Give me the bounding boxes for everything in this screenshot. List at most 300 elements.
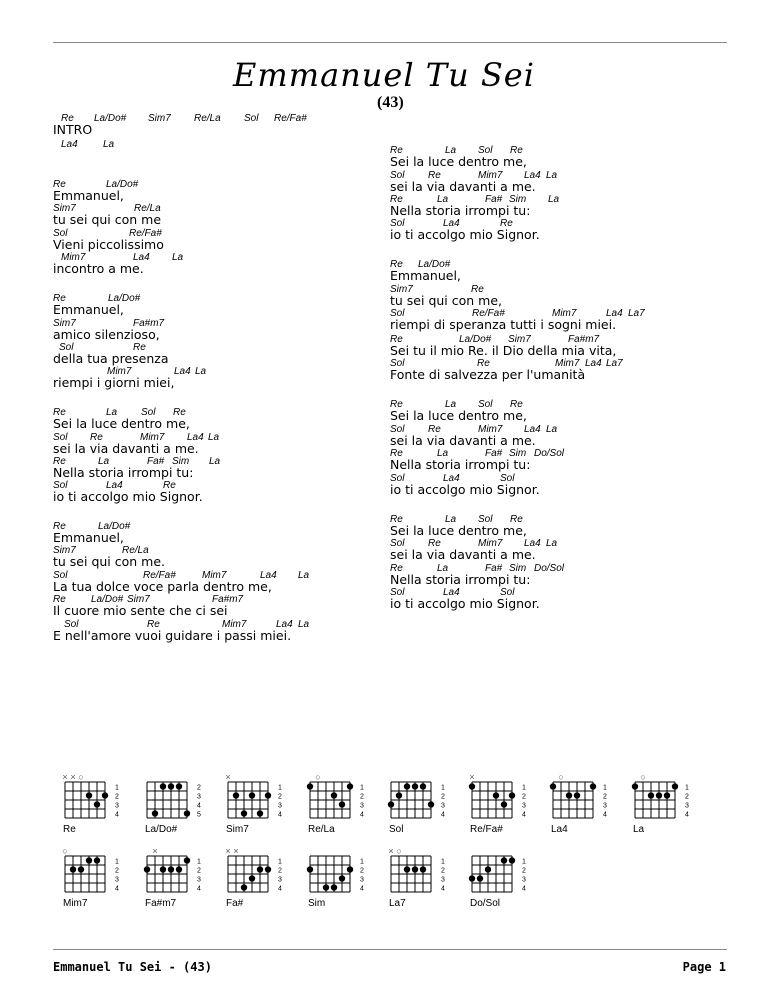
chord: La4 bbox=[606, 308, 623, 319]
lyric-line: io ti accolgo mio Signor. bbox=[390, 596, 540, 611]
chord: Mim7 bbox=[478, 424, 503, 435]
muted-string-mark: × bbox=[225, 846, 231, 856]
chord: La bbox=[437, 194, 449, 205]
chord-diagram-name: La4 bbox=[551, 824, 568, 835]
fret-number: 3 bbox=[603, 802, 607, 810]
muted-string-mark: × bbox=[152, 846, 158, 856]
chord-diagram-name: Sim bbox=[308, 898, 326, 909]
chord: La bbox=[445, 514, 457, 525]
chord: La bbox=[548, 194, 560, 205]
fret-number: 2 bbox=[603, 793, 607, 801]
lyric-line: sei la via davanti a me. bbox=[390, 547, 536, 562]
chord-diagram bbox=[145, 846, 201, 916]
chord-diagram-name: Fa# bbox=[226, 898, 244, 909]
chord: Re/Fa# bbox=[143, 570, 176, 581]
chord: Fa#m7 bbox=[133, 318, 165, 329]
chord: La4 bbox=[524, 538, 541, 549]
chord-diagram bbox=[226, 846, 282, 916]
chord-diagram-name: Re/Fa# bbox=[470, 824, 503, 835]
chord: Sol bbox=[478, 514, 493, 525]
lyric-line: Emmanuel, bbox=[53, 530, 124, 545]
finger-dot bbox=[144, 866, 150, 872]
chord-diagram-name: Fa#m7 bbox=[145, 898, 177, 909]
bottom-rule bbox=[53, 949, 727, 950]
lyric-line: io ti accolgo mio Signor. bbox=[390, 227, 540, 242]
chord: Sim bbox=[509, 194, 527, 205]
chord: Re bbox=[390, 194, 403, 205]
chord: La4 bbox=[133, 252, 150, 263]
fret-number: 4 bbox=[441, 885, 445, 893]
fret-number: 3 bbox=[197, 793, 201, 801]
finger-dot bbox=[331, 884, 337, 890]
finger-dot bbox=[501, 857, 507, 863]
chord: Re/Fa# bbox=[274, 113, 307, 124]
chord-diagram bbox=[63, 846, 119, 916]
chord: La bbox=[106, 407, 118, 418]
chord: La bbox=[546, 424, 558, 435]
chord: Re bbox=[428, 424, 441, 435]
open-string-mark: ○ bbox=[62, 846, 68, 856]
finger-dot bbox=[184, 857, 190, 863]
fret-number: 1 bbox=[441, 858, 445, 866]
chord-diagram bbox=[308, 772, 364, 842]
finger-dot bbox=[257, 810, 263, 816]
lyric-line: riempi i giorni miei, bbox=[53, 375, 175, 390]
chord: La4 bbox=[106, 480, 123, 491]
finger-dot bbox=[152, 810, 158, 816]
chord: Re bbox=[390, 563, 403, 574]
fret-number: 3 bbox=[522, 802, 526, 810]
chord-diagram bbox=[226, 772, 282, 842]
chord: La bbox=[298, 619, 310, 630]
finger-dot bbox=[509, 857, 515, 863]
finger-dot bbox=[672, 783, 678, 789]
chord: Sol bbox=[390, 538, 405, 549]
lyric-line: Nella storia irrompi tu: bbox=[390, 203, 531, 218]
fret-number: 4 bbox=[360, 885, 364, 893]
chord: La/Do# bbox=[459, 334, 492, 345]
chord: Re bbox=[471, 284, 484, 295]
chord: Sol bbox=[244, 113, 259, 124]
fret-number: 2 bbox=[278, 867, 282, 875]
chord: Sol bbox=[390, 358, 405, 369]
chord: Re/La bbox=[194, 113, 221, 124]
finger-dot bbox=[307, 866, 313, 872]
finger-dot bbox=[469, 783, 475, 789]
chord: La bbox=[195, 366, 207, 377]
chord: Re bbox=[53, 179, 66, 190]
finger-dot bbox=[241, 884, 247, 890]
fret-number: 4 bbox=[278, 811, 282, 819]
finger-dot bbox=[396, 792, 402, 798]
lyric-line: E nell'amore vuoi guidare i passi miei. bbox=[53, 628, 292, 643]
fret-number: 4 bbox=[522, 885, 526, 893]
top-rule bbox=[53, 42, 727, 43]
chord: Sol bbox=[390, 473, 405, 484]
fret-number: 1 bbox=[522, 858, 526, 866]
chord: Fa#m7 bbox=[212, 594, 244, 605]
chord: La bbox=[437, 448, 449, 459]
fret-number: 2 bbox=[685, 793, 689, 801]
chord: Re bbox=[500, 218, 513, 229]
finger-dot bbox=[70, 866, 76, 872]
finger-dot bbox=[632, 783, 638, 789]
fret-number: 3 bbox=[278, 876, 282, 884]
fret-number: 3 bbox=[522, 876, 526, 884]
lyric-line: io ti accolgo mio Signor. bbox=[53, 489, 203, 504]
chord: La4 bbox=[276, 619, 293, 630]
finger-dot bbox=[331, 792, 337, 798]
fret-number: 2 bbox=[522, 793, 526, 801]
chord-diagram bbox=[551, 772, 607, 842]
chord: La4 bbox=[174, 366, 191, 377]
chord: La/Do# bbox=[106, 179, 139, 190]
chord: Sim7 bbox=[53, 545, 76, 556]
fret-number: 2 bbox=[115, 793, 119, 801]
chord: Re bbox=[163, 480, 176, 491]
open-string-mark: ○ bbox=[396, 846, 402, 856]
finger-dot bbox=[307, 783, 313, 789]
chord: Sim bbox=[509, 448, 527, 459]
finger-dot bbox=[493, 792, 499, 798]
fret-number: 5 bbox=[197, 811, 201, 819]
fret-number: 3 bbox=[441, 802, 445, 810]
chord: Mim7 bbox=[107, 366, 132, 377]
lyric-line: tu sei qui con me, bbox=[390, 293, 503, 308]
chord: La7 bbox=[606, 358, 623, 369]
finger-dot bbox=[566, 792, 572, 798]
fret-number: 4 bbox=[197, 885, 201, 893]
chord: La4 bbox=[187, 432, 204, 443]
fret-number: 2 bbox=[360, 793, 364, 801]
chord-diagram-name: Sol bbox=[389, 824, 404, 835]
chord-diagram bbox=[389, 846, 445, 916]
chord-diagram-name: La/Do# bbox=[145, 824, 178, 835]
chord: La4 bbox=[61, 139, 78, 150]
lyric-line: incontro a me. bbox=[53, 261, 144, 276]
finger-dot bbox=[184, 810, 190, 816]
finger-dot bbox=[648, 792, 654, 798]
finger-dot bbox=[656, 792, 662, 798]
chord: Sol bbox=[53, 228, 68, 239]
fret-number: 2 bbox=[115, 867, 119, 875]
lyric-line: Emmanuel, bbox=[390, 268, 461, 283]
chord: Fa#m7 bbox=[568, 334, 600, 345]
fret-number: 3 bbox=[197, 876, 201, 884]
fret-number: 2 bbox=[441, 793, 445, 801]
chord: La4 bbox=[524, 170, 541, 181]
chord: La bbox=[172, 252, 184, 263]
chord-diagram-name: Do/Sol bbox=[470, 898, 501, 909]
fret-number: 4 bbox=[360, 811, 364, 819]
fret-number: 1 bbox=[441, 784, 445, 792]
fret-number: 3 bbox=[278, 802, 282, 810]
chord: Sim7 bbox=[508, 334, 531, 345]
fret-number: 3 bbox=[685, 802, 689, 810]
chord: La4 bbox=[443, 473, 460, 484]
chord-diagram-name: Re bbox=[63, 824, 76, 835]
chord: Re bbox=[53, 456, 66, 467]
finger-dot bbox=[86, 792, 92, 798]
finger-dot bbox=[404, 866, 410, 872]
lyric-line: Sei la luce dentro me, bbox=[390, 408, 527, 423]
fret-number: 2 bbox=[278, 793, 282, 801]
chord: Sol bbox=[390, 170, 405, 181]
finger-dot bbox=[86, 857, 92, 863]
chord: La/Do# bbox=[91, 594, 124, 605]
lyric-line: tu sei qui con me. bbox=[53, 554, 166, 569]
fret-number: 4 bbox=[115, 811, 119, 819]
fret-number: 3 bbox=[360, 802, 364, 810]
chord: La/Do# bbox=[108, 293, 141, 304]
chord: Sol bbox=[53, 570, 68, 581]
chord: Re bbox=[510, 399, 523, 410]
finger-dot bbox=[469, 875, 475, 881]
fret-number: 4 bbox=[115, 885, 119, 893]
muted-string-mark: × bbox=[469, 772, 475, 782]
chord: Sim bbox=[172, 456, 190, 467]
chord: Mim7 bbox=[552, 308, 577, 319]
finger-dot bbox=[241, 810, 247, 816]
lyric-line: Nella storia irrompi tu: bbox=[390, 572, 531, 587]
finger-dot bbox=[339, 875, 345, 881]
fret-number: 4 bbox=[197, 802, 201, 810]
lyric-line: Fonte di salvezza per l'umanità bbox=[390, 367, 586, 382]
chord-diagram-name: Mim7 bbox=[63, 898, 88, 909]
finger-dot bbox=[176, 783, 182, 789]
chord: La4 bbox=[585, 358, 602, 369]
finger-dot bbox=[94, 801, 100, 807]
chord: Sim7 bbox=[390, 284, 413, 295]
chord-diagram bbox=[63, 772, 119, 842]
lyric-line: Nella storia irrompi tu: bbox=[390, 457, 531, 472]
chord: Sol bbox=[53, 432, 68, 443]
fret-number: 2 bbox=[197, 784, 201, 792]
chord: La7 bbox=[628, 308, 645, 319]
chord: La bbox=[437, 563, 449, 574]
chord: Re bbox=[477, 358, 490, 369]
fret-number: 1 bbox=[278, 784, 282, 792]
chord-diagram-name: Sim7 bbox=[226, 824, 249, 835]
chord: Re/La bbox=[122, 545, 149, 556]
lyric-line: sei la via davanti a me. bbox=[390, 179, 536, 194]
chord: Re bbox=[428, 538, 441, 549]
finger-dot bbox=[265, 792, 271, 798]
chord: Sol bbox=[53, 480, 68, 491]
chord: Re bbox=[390, 259, 403, 270]
chord: Re bbox=[147, 619, 160, 630]
chord: Sol bbox=[59, 342, 74, 353]
chord: Re bbox=[390, 399, 403, 410]
finger-dot bbox=[485, 866, 491, 872]
chord: Re bbox=[390, 145, 403, 156]
chord: Fa# bbox=[485, 563, 503, 574]
open-string-mark: ○ bbox=[558, 772, 564, 782]
lyric-line: della tua presenza bbox=[53, 351, 169, 366]
muted-string-mark: × bbox=[233, 846, 239, 856]
lyric-line: io ti accolgo mio Signor. bbox=[390, 482, 540, 497]
finger-dot bbox=[249, 875, 255, 881]
finger-dot bbox=[420, 866, 426, 872]
chord: La/Do# bbox=[418, 259, 451, 270]
chord: La bbox=[208, 432, 220, 443]
chord: Sol bbox=[478, 399, 493, 410]
chord: La4 bbox=[443, 218, 460, 229]
finger-dot bbox=[347, 866, 353, 872]
finger-dot bbox=[574, 792, 580, 798]
chord: Sol bbox=[390, 424, 405, 435]
chord: Re bbox=[173, 407, 186, 418]
chord: La bbox=[98, 456, 110, 467]
finger-dot bbox=[388, 801, 394, 807]
muted-string-mark: × bbox=[62, 772, 68, 782]
open-string-mark: ○ bbox=[315, 772, 321, 782]
fret-number: 1 bbox=[360, 784, 364, 792]
fret-number: 2 bbox=[360, 867, 364, 875]
chord: Mim7 bbox=[61, 252, 86, 263]
song-number: (43) bbox=[377, 94, 404, 111]
fret-number: 1 bbox=[685, 784, 689, 792]
fret-number: 1 bbox=[522, 784, 526, 792]
chord: La/Do# bbox=[98, 521, 131, 532]
finger-dot bbox=[339, 801, 345, 807]
fret-number: 1 bbox=[360, 858, 364, 866]
finger-dot bbox=[428, 801, 434, 807]
finger-dot bbox=[412, 866, 418, 872]
chord: La/Do# bbox=[94, 113, 127, 124]
finger-dot bbox=[102, 792, 108, 798]
chord: Sol bbox=[390, 308, 405, 319]
chord: Sol bbox=[64, 619, 79, 630]
fret-number: 3 bbox=[360, 876, 364, 884]
chord-diagram bbox=[145, 772, 201, 842]
lyric-line: sei la via davanti a me. bbox=[53, 441, 199, 456]
chord: Mim7 bbox=[478, 170, 503, 181]
lyric-line: tu sei qui con me bbox=[53, 212, 162, 227]
fret-number: 1 bbox=[603, 784, 607, 792]
finger-dot bbox=[477, 875, 483, 881]
chord: Re bbox=[133, 342, 146, 353]
fret-number: 2 bbox=[522, 867, 526, 875]
chord: Do/Sol bbox=[534, 448, 565, 459]
chord-diagram-name: La7 bbox=[389, 898, 406, 909]
finger-dot bbox=[176, 866, 182, 872]
finger-dot bbox=[78, 866, 84, 872]
fret-number: 1 bbox=[115, 858, 119, 866]
chord: Sol bbox=[390, 218, 405, 229]
fret-number: 3 bbox=[115, 876, 119, 884]
chord: Sol bbox=[500, 587, 515, 598]
chord: La bbox=[209, 456, 221, 467]
chord: Re/La bbox=[134, 203, 161, 214]
chord: La bbox=[445, 399, 457, 410]
lyric-line: Emmanuel, bbox=[53, 302, 124, 317]
fret-number: 1 bbox=[115, 784, 119, 792]
finger-dot bbox=[420, 783, 426, 789]
chord: Sol bbox=[390, 587, 405, 598]
fret-number: 4 bbox=[441, 811, 445, 819]
chord: Re bbox=[53, 594, 66, 605]
chord: Re bbox=[390, 448, 403, 459]
chord: Fa# bbox=[485, 194, 503, 205]
chord-diagram bbox=[633, 772, 689, 842]
finger-dot bbox=[257, 866, 263, 872]
lyric-line: Sei la luce dentro me, bbox=[390, 523, 527, 538]
chord: Re bbox=[53, 293, 66, 304]
lyric-line: riempi di speranza tutti i sogni miei. bbox=[390, 317, 617, 332]
lyric-line: amico silenzioso, bbox=[53, 327, 160, 342]
finger-dot bbox=[509, 792, 515, 798]
fret-number: 4 bbox=[685, 811, 689, 819]
chord: La4 bbox=[443, 587, 460, 598]
lyric-line: Sei tu il mio Re. il Dio della mia vita, bbox=[390, 343, 617, 358]
finger-dot bbox=[168, 783, 174, 789]
fret-number: 2 bbox=[197, 867, 201, 875]
chord: Fa# bbox=[147, 456, 165, 467]
fret-number: 1 bbox=[197, 858, 201, 866]
chord: Fa# bbox=[485, 448, 503, 459]
fret-number: 3 bbox=[441, 876, 445, 884]
finger-dot bbox=[265, 866, 271, 872]
chord: Re bbox=[390, 514, 403, 525]
muted-string-mark: × bbox=[388, 846, 394, 856]
chord: Mim7 bbox=[555, 358, 580, 369]
chord: Re/Fa# bbox=[129, 228, 162, 239]
fret-number: 3 bbox=[115, 802, 119, 810]
chord: Sim7 bbox=[53, 203, 76, 214]
chord: Sim7 bbox=[148, 113, 171, 124]
chord: La bbox=[298, 570, 310, 581]
finger-dot bbox=[404, 783, 410, 789]
fret-number: 4 bbox=[603, 811, 607, 819]
fret-number: 2 bbox=[441, 867, 445, 875]
finger-dot bbox=[550, 783, 556, 789]
chord-diagram bbox=[308, 846, 364, 916]
chord: La bbox=[546, 538, 558, 549]
fret-number: 4 bbox=[278, 885, 282, 893]
chord: Re bbox=[53, 407, 66, 418]
finger-dot bbox=[501, 801, 507, 807]
chord-diagram-name: La bbox=[633, 824, 645, 835]
chord: Mim7 bbox=[222, 619, 247, 630]
chord: Re/Fa# bbox=[472, 308, 505, 319]
muted-string-mark: × bbox=[225, 772, 231, 782]
chord: Re bbox=[53, 521, 66, 532]
finger-dot bbox=[94, 857, 100, 863]
fret-number: 4 bbox=[522, 811, 526, 819]
chord: Sol bbox=[500, 473, 515, 484]
finger-dot bbox=[664, 792, 670, 798]
finger-dot bbox=[590, 783, 596, 789]
finger-dot bbox=[347, 783, 353, 789]
chord: Re bbox=[390, 334, 403, 345]
chord: La4 bbox=[260, 570, 277, 581]
chord: Re bbox=[510, 145, 523, 156]
intro-label: INTRO bbox=[53, 122, 93, 137]
chord: Sol bbox=[478, 145, 493, 156]
lyric-line: Emmanuel, bbox=[53, 188, 124, 203]
chord: La bbox=[103, 139, 115, 150]
open-string-mark: ○ bbox=[640, 772, 646, 782]
lyric-line: La tua dolce voce parla dentro me, bbox=[53, 579, 272, 594]
chord: Do/Sol bbox=[534, 563, 565, 574]
open-string-mark: ○ bbox=[78, 772, 84, 782]
chord: Mim7 bbox=[140, 432, 165, 443]
finger-dot bbox=[160, 783, 166, 789]
chord-diagram bbox=[389, 772, 445, 842]
chord-diagram bbox=[470, 846, 526, 916]
chord-diagram-name: Re/La bbox=[308, 824, 335, 835]
